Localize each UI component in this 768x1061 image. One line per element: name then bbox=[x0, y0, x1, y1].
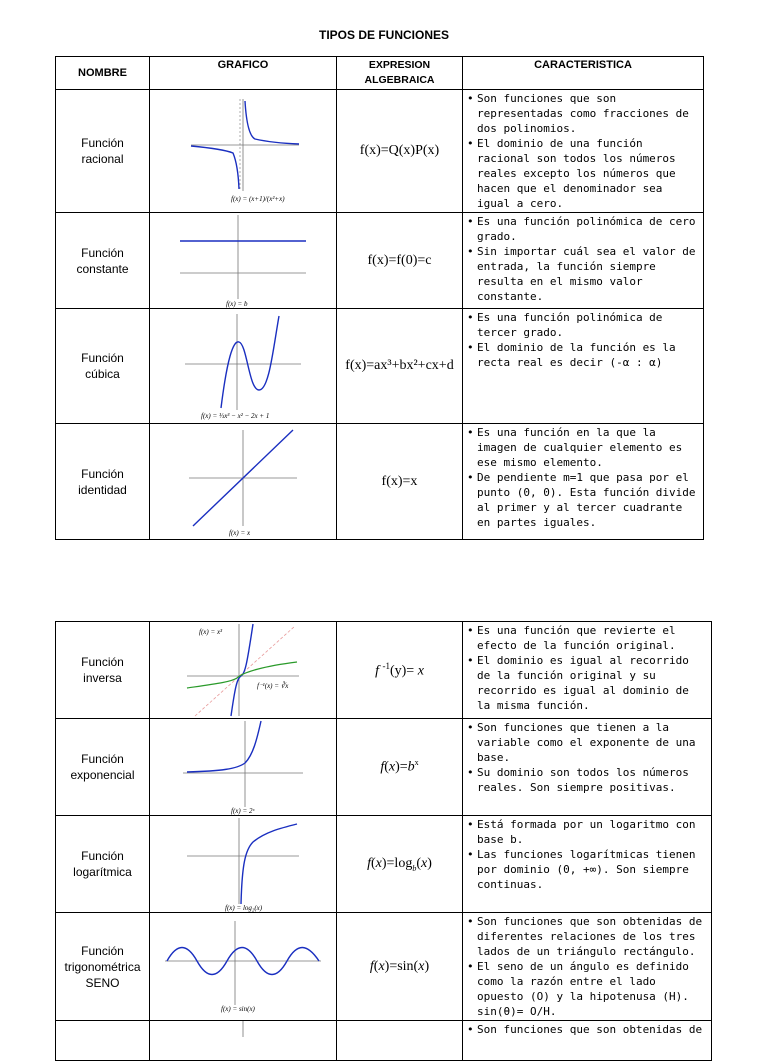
expression: f(x)=x bbox=[337, 424, 463, 540]
feature-item: • Es una función en la que la imagen de cualquier elemento es ese mismo elemento. bbox=[467, 425, 699, 470]
function-name: Función racional bbox=[56, 90, 150, 213]
features-cell bbox=[463, 90, 704, 213]
graph-label: f(x) = (x+1)/(x²+x) bbox=[231, 195, 285, 203]
header-grafico: GRAFICO bbox=[150, 57, 337, 90]
feature-item: • El dominio de una función racional son todos los números reales excepto los números que hacen que el denominador sea igual a cero. bbox=[467, 136, 699, 211]
feature-item: • De pendiente m=1 que pasa por el punto (0, 0). Esta función divide al primer y al tercer cuadrante en partes iguales. bbox=[467, 470, 699, 530]
features-cell bbox=[463, 213, 704, 309]
function-name: Función constante bbox=[56, 213, 150, 309]
expression: f(x)=f(0)=c bbox=[337, 213, 463, 309]
feature-item: • Son funciones que son representadas como fracciones de dos polinomios. bbox=[467, 91, 699, 136]
feature-item: • Está formada por un logaritmo con base b. bbox=[467, 817, 707, 847]
expression: $f(x)=\log_b(x)$ bbox=[337, 816, 463, 913]
feature-item: • Es una función polinómica de tercer grado. bbox=[467, 310, 699, 340]
feature-item: • El seno de un ángulo es definido como la razón entre el lado opuesto (O) y la hipotenusa (H). sin(θ)= O/H. bbox=[467, 959, 707, 1019]
graph-cell bbox=[150, 213, 337, 309]
features-cell bbox=[463, 913, 712, 1021]
graph-cell bbox=[150, 424, 337, 540]
graph-label: f(x) = 2ˣ bbox=[231, 807, 255, 815]
table-row bbox=[56, 90, 704, 213]
functions-table-2 bbox=[55, 621, 712, 1061]
table-row bbox=[56, 213, 704, 309]
features-cell bbox=[463, 719, 712, 816]
graph-cell bbox=[150, 913, 337, 1021]
feature-item: • Son funciones que son obtenidas de bbox=[467, 1022, 707, 1037]
partial-graph bbox=[233, 1021, 253, 1037]
features-cell bbox=[463, 424, 704, 540]
graph-cell bbox=[150, 90, 337, 213]
exponential-graph bbox=[181, 719, 305, 815]
functions-table-1 bbox=[55, 56, 704, 540]
features-cell bbox=[463, 309, 704, 424]
function-name: Función identidad bbox=[56, 424, 150, 540]
constant-graph bbox=[178, 213, 308, 308]
feature-item: • Sin importar cuál sea el valor de entrada, la función siempre resulta en el mismo valor constante. bbox=[467, 244, 699, 304]
table-row bbox=[56, 424, 704, 540]
expression: f(x)=Q(x)P(x) bbox=[337, 90, 463, 213]
graph-cell bbox=[150, 719, 337, 816]
table-row bbox=[56, 816, 712, 913]
graph-cell bbox=[150, 1021, 337, 1061]
header-row bbox=[56, 57, 704, 90]
graph-cell bbox=[150, 309, 337, 424]
graph-label: f(x) = b bbox=[226, 300, 248, 308]
function-name: Función logarítmica bbox=[56, 816, 150, 913]
table-row bbox=[56, 622, 712, 719]
expression: $f(x)=b^x$ bbox=[337, 719, 463, 816]
features-cell bbox=[463, 1021, 712, 1061]
table-row bbox=[56, 913, 712, 1021]
expression: f(x)=ax³+bx²+cx+d bbox=[337, 309, 463, 424]
expression: f $^{-1}$(y)= x bbox=[337, 622, 463, 719]
graph-label: f(x) = sin(x) bbox=[221, 1004, 255, 1013]
function-name: Función exponencial bbox=[56, 719, 150, 816]
sine-graph bbox=[163, 919, 323, 1015]
table-row bbox=[56, 719, 712, 816]
function-name: Función inversa bbox=[56, 622, 150, 719]
feature-item: • El dominio es igual al recorrido de la función original y su recorrido es igual al dominio de la misma función. bbox=[467, 653, 707, 713]
features-cell bbox=[463, 622, 712, 719]
header-nombre: NOMBRE bbox=[56, 57, 150, 90]
feature-item: • Son funciones que son obtenidas de diferentes relaciones de los tres lados de un triángulo rectángulo. bbox=[467, 914, 707, 959]
inverse-graph bbox=[185, 622, 301, 718]
expression: f(x)=sin(x) bbox=[337, 913, 463, 1021]
feature-item: • Son funciones que tienen a la variable como el exponente de una base. bbox=[467, 720, 707, 765]
page-title: TIPOS DE FUNCIONES bbox=[318, 28, 449, 42]
logarithmic-graph bbox=[185, 816, 301, 912]
graph-label: f(x) = ⅓x³ − x² − 2x + 1 bbox=[201, 412, 270, 420]
function-name: Función trigonométrica SENO bbox=[56, 913, 150, 1021]
table-row bbox=[56, 309, 704, 424]
graph-cell bbox=[150, 816, 337, 913]
features-cell bbox=[463, 816, 712, 913]
expression bbox=[337, 1021, 463, 1061]
cubic-graph bbox=[181, 310, 305, 422]
feature-item: • Las funciones logarítmicas tienen por dominio (0, +∞). Son siempre continuas. bbox=[467, 847, 707, 892]
feature-item: • Es una función que revierte el efecto de la función original. bbox=[467, 623, 707, 653]
function-name bbox=[56, 1021, 150, 1061]
table-row bbox=[56, 1021, 712, 1061]
feature-item: • El dominio de la función es la recta real es decir (-α : α) bbox=[467, 340, 699, 370]
graph-cell bbox=[150, 622, 337, 719]
function-name: Función cúbica bbox=[56, 309, 150, 424]
feature-item: • Es una función polinómica de cero grado. bbox=[467, 214, 699, 244]
identity-graph bbox=[185, 426, 301, 538]
feature-item: • Su dominio son todos los números reales. Son siempre positivas. bbox=[467, 765, 707, 795]
graph-label: f(x) = x bbox=[229, 528, 251, 537]
graph-label: f(x) = x³ bbox=[199, 628, 223, 636]
graph-label: f(x) = log₂(x) bbox=[225, 904, 263, 912]
header-caracteristica: CARACTERISTICA bbox=[463, 57, 704, 90]
rational-graph bbox=[183, 95, 303, 207]
header-expresion: EXPRESION ALGEBRAICA bbox=[337, 57, 463, 90]
graph-label-inverse: f⁻¹(x) = ∛x bbox=[257, 682, 289, 690]
